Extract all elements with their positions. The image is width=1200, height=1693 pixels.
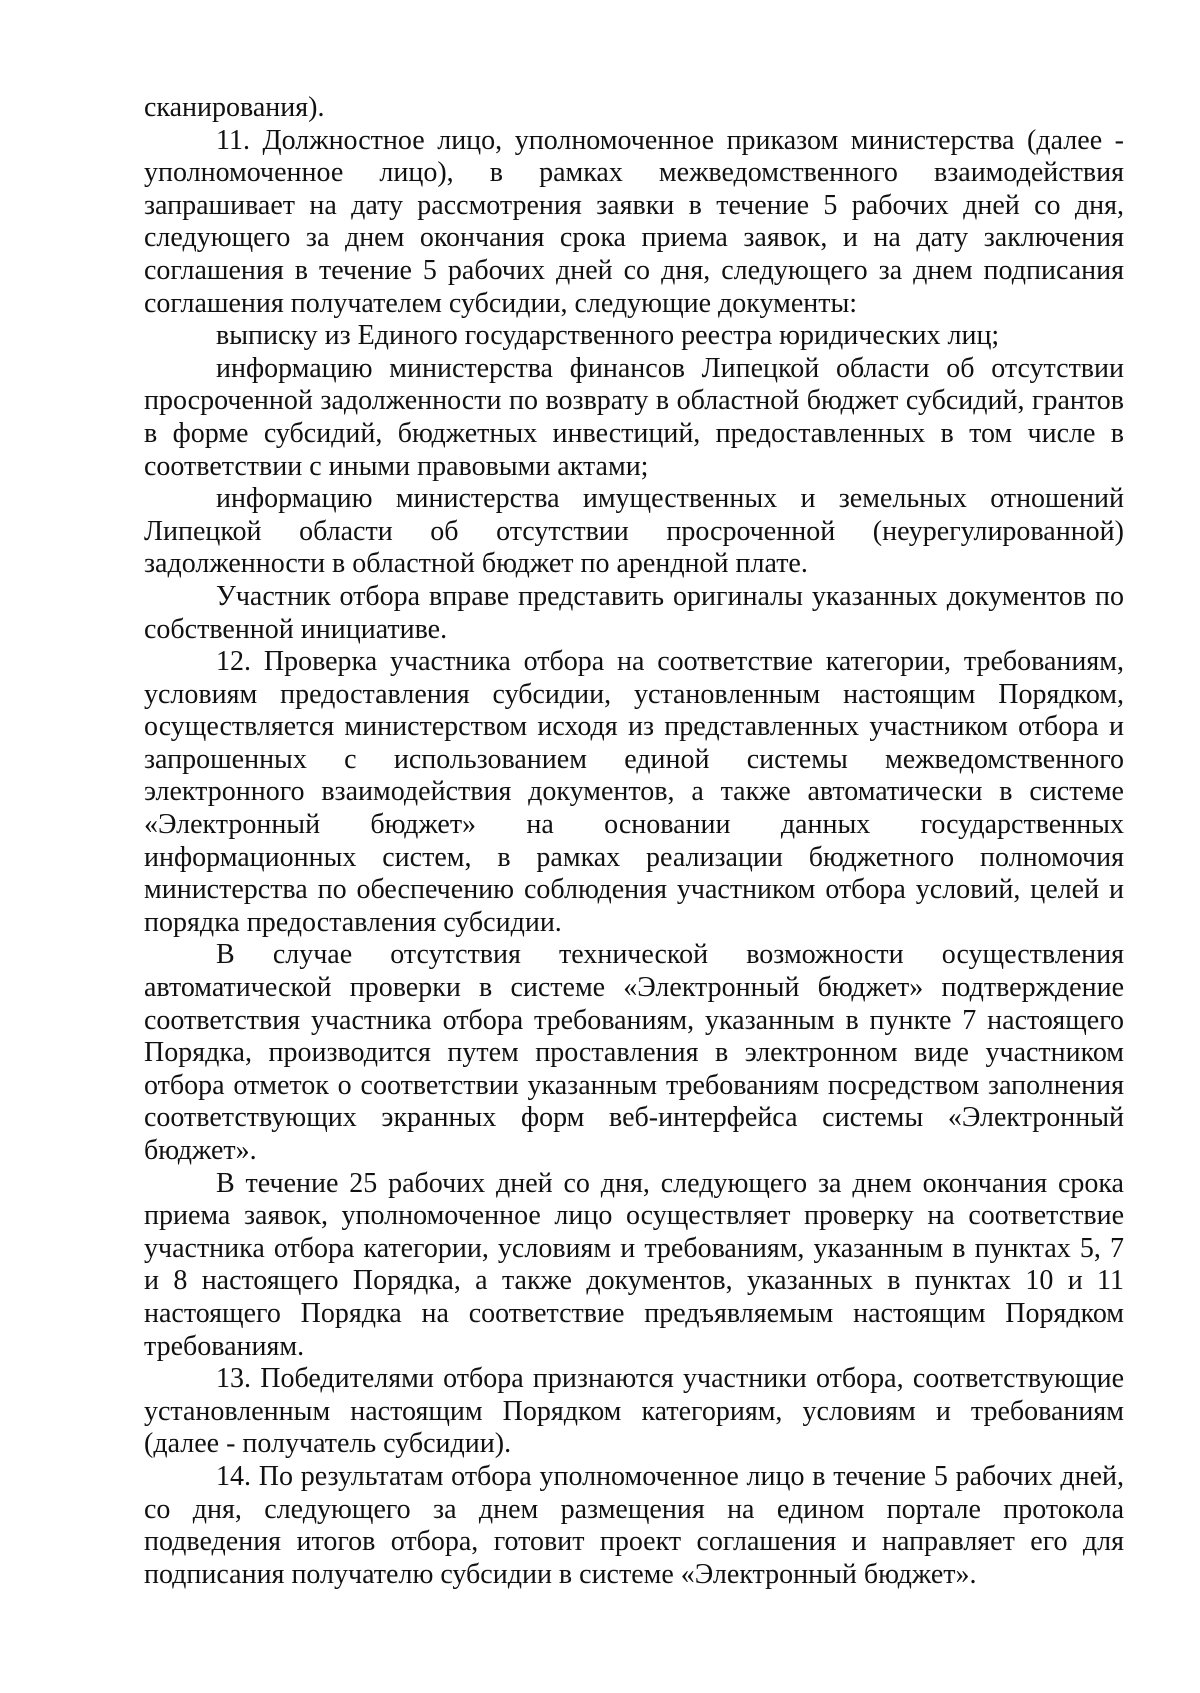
paragraph-14: 14. По результатам отбора уполномоченное лицо в течение 5 рабочих дней, со дня, следующего за днем размещения на едином портале протокола подведения итогов отбора, готовит проект соглашения и направляет его для подписания получателю субсидии в системе «Электронный бюджет». bbox=[144, 1460, 1124, 1590]
paragraph-12-term: В течение 25 рабочих дней со дня, следующего за днем окончания срока приема заявок, уполномоченное лицо осуществляет проверку на соответствие участника отбора категории, условиям и требованиям, указанным в пунктах 5, 7 и 8 настоящего Порядка, а также документов, указанных в пунктах 10 и 11 настоящего Порядка на соответствие предъявляемым настоящим Порядком требованиям. bbox=[144, 1167, 1124, 1362]
paragraph-12: 12. Проверка участника отбора на соответствие категории, требованиям, условиям предоставления субсидии, установленным настоящим Порядком, осуществляется министерством исходя из представленных участником отбора и запрошенных с использованием единой системы межведомственного электронного взаимодействия документов, а также автоматически в системе «Электронный бюджет» на основании данных государственных информационных систем, в рамках реализации бюджетного полномочия министерства по обеспечению соблюдения участником отбора условий, целей и порядка предоставления субсидии. bbox=[144, 646, 1124, 938]
paragraph-11-note: Участник отбора вправе представить оригиналы указанных документов по собственной инициативе. bbox=[144, 580, 1124, 645]
paragraph-continuation: сканирования). bbox=[144, 92, 325, 123]
paragraph-11: 11. Должностное лицо, уполномоченное приказом министерства (далее - уполномоченное лицо), в рамках межведомственного взаимодействия запрашивает на дату рассмотрения заявки в течение 5 рабочих дней со дня, следующего за днем окончания срока приема заявок, и на дату заключения соглашения в течение 5 рабочих дней со дня, следующего за днем подписания соглашения получателем субсидии, следующие документы: bbox=[144, 124, 1124, 319]
paragraph-11-item-2: информацию министерства финансов Липецкой области об отсутствии просроченной задолженности по возврату в областной бюджет субсидий, грантов в форме субсидий, бюджетных инвестиций, предоставленных в том числе в соответствии с иными правовыми актами; bbox=[144, 352, 1124, 482]
paragraph-11-item-3: информацию министерства имущественных и земельных отношений Липецкой области об отсутствии просроченной (неурегулированной) задолженности в областной бюджет по арендной плате. bbox=[144, 483, 1124, 580]
paragraph-13: 13. Победителями отбора признаются участники отбора, соответствующие установленным настоящим Порядком категориям, условиям и требованиям (далее - получатель субсидии). bbox=[144, 1363, 1124, 1460]
paragraph-11-item-1: выписку из Единого государственного реестра юридических лиц; bbox=[216, 320, 1000, 352]
paragraph-12-case: В случае отсутствия технической возможности осуществления автоматической проверки в системе «Электронный бюджет» подтверждение соответствия участника отбора требованиям, указанным в пункте 7 настоящего Порядка, производится путем проставления в электронном виде участником отбора отметок о соответствии указанным требованиям посредством заполнения соответствующих экранных форм веб-интерфейса системы «Электронный бюджет». bbox=[144, 939, 1124, 1166]
document-body bbox=[144, 92, 1124, 1591]
